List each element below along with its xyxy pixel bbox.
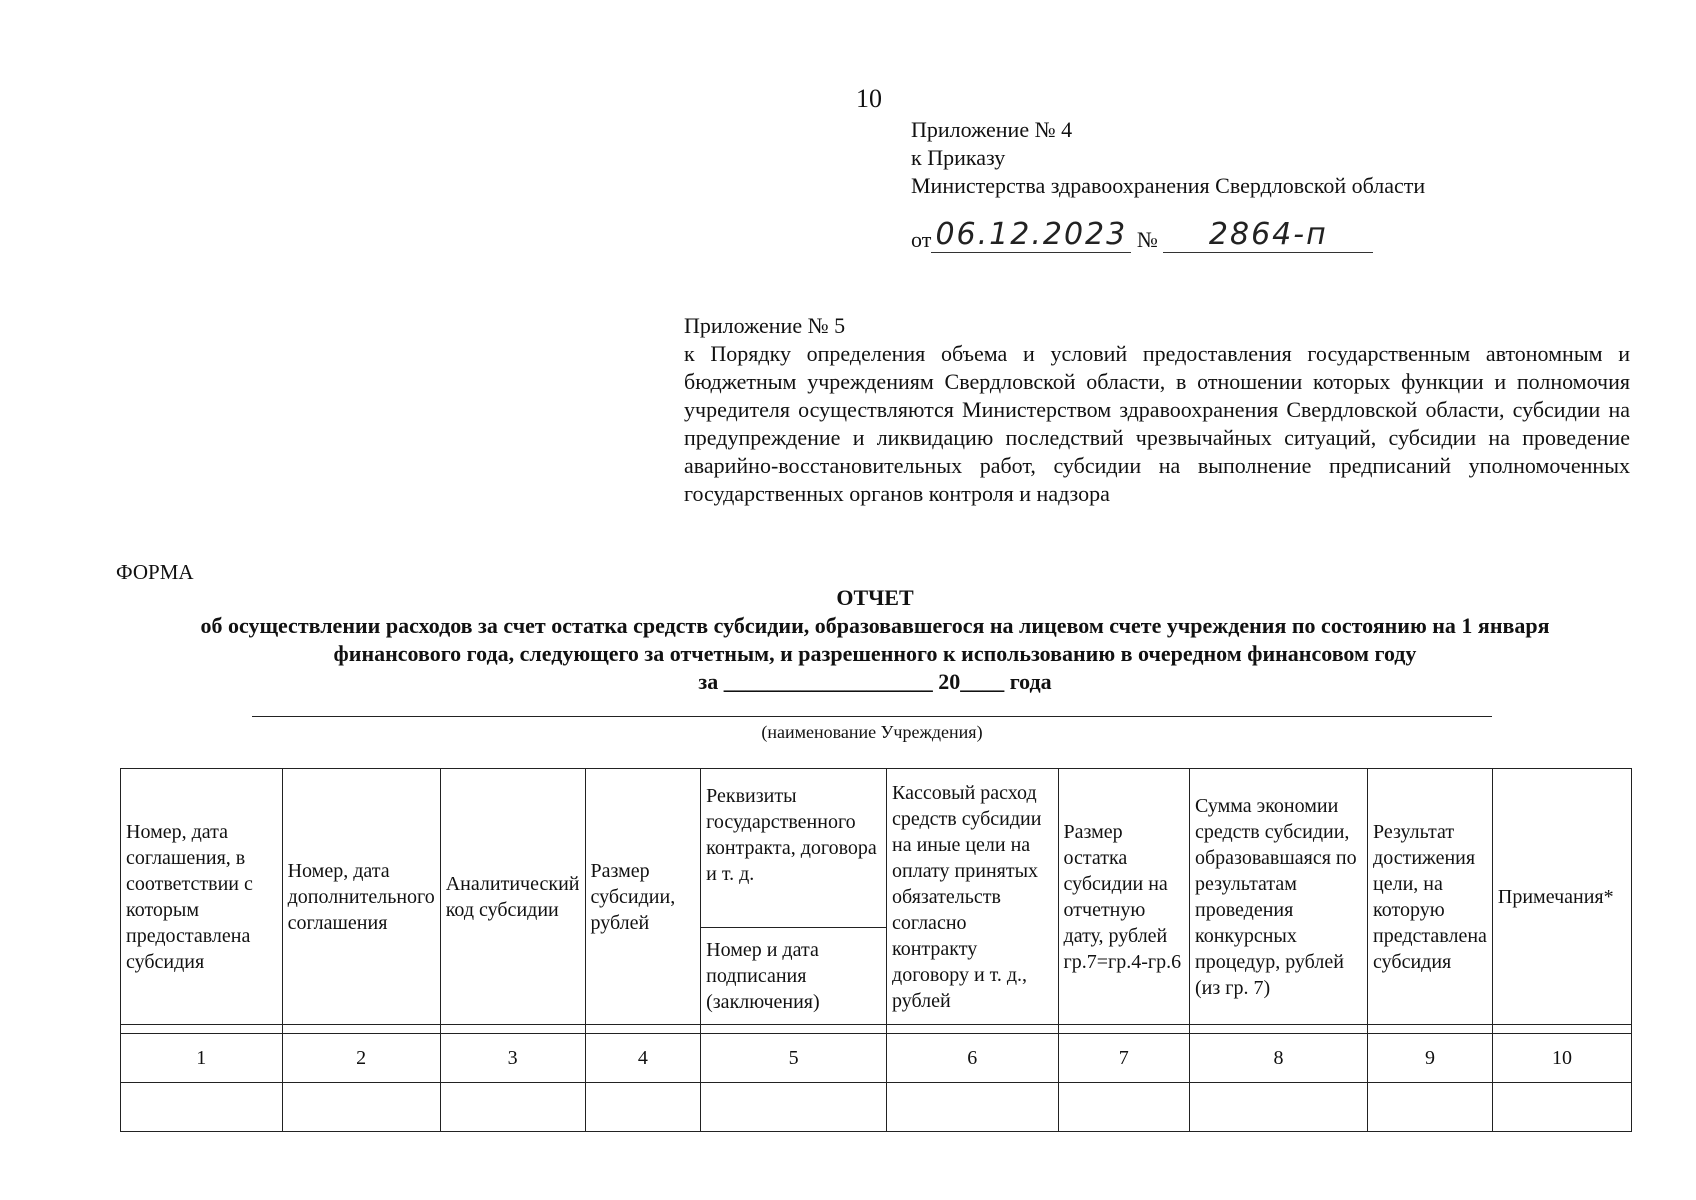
empty-cell bbox=[1190, 1083, 1368, 1132]
header-col4: Размер субсидии, рублей bbox=[585, 769, 701, 1025]
column-number: 3 bbox=[440, 1034, 585, 1083]
table-gap-row bbox=[121, 1025, 1632, 1034]
table-header-row bbox=[121, 769, 1632, 928]
column-number: 8 bbox=[1190, 1034, 1368, 1083]
page-number: 10 bbox=[856, 84, 882, 113]
column-number: 9 bbox=[1368, 1034, 1493, 1083]
header-col5-sub: Номер и дата подписания (заключения) bbox=[701, 928, 887, 1025]
report-table bbox=[120, 768, 1632, 1132]
header-col7: Размер остатка субсидии на отчетную дату, рублей гр.7=гр.4-гр.6 bbox=[1058, 769, 1189, 1025]
handwritten-number: 2864-п bbox=[1163, 218, 1373, 253]
empty-cell bbox=[887, 1083, 1059, 1132]
column-number: 10 bbox=[1492, 1034, 1631, 1083]
order-date-number-line bbox=[911, 218, 1373, 262]
empty-cell bbox=[1368, 1083, 1493, 1132]
empty-cell bbox=[1058, 1083, 1189, 1132]
empty-cell bbox=[282, 1083, 440, 1132]
empty-cell bbox=[121, 1083, 283, 1132]
column-number: 1 bbox=[121, 1034, 283, 1083]
header-col5-group: Реквизиты государственного контракта, договора и т. д. bbox=[701, 769, 887, 928]
column-number: 6 bbox=[887, 1034, 1059, 1083]
header-col2: Номер, дата дополнительного соглашения bbox=[282, 769, 440, 1025]
order-reference: к Приказу bbox=[911, 145, 1006, 170]
header-col3: Аналитический код субсидии bbox=[440, 769, 585, 1025]
appendix-5-title: Приложение № 5 bbox=[684, 313, 846, 338]
ot-label: от bbox=[911, 227, 932, 252]
institution-name-caption: (наименование Учреждения) bbox=[761, 722, 983, 742]
table-row bbox=[121, 1083, 1632, 1132]
column-number: 4 bbox=[585, 1034, 701, 1083]
empty-cell bbox=[440, 1083, 585, 1132]
report-title-block bbox=[110, 584, 1640, 696]
empty-cell bbox=[1492, 1083, 1631, 1132]
appendix-5-block bbox=[684, 312, 1630, 508]
header-col9: Результат достижения цели, на которую представлена субсидия bbox=[1368, 769, 1493, 1025]
report-subtitle-line2: финансового года, следующего за отчетным, и разрешенного к использованию в очередном финансовом году bbox=[333, 641, 1417, 666]
order-attachment-block bbox=[911, 116, 1425, 200]
order-attachment-title: Приложение № 4 bbox=[911, 117, 1073, 142]
column-number-row bbox=[121, 1034, 1632, 1083]
report-title: ОТЧЕТ bbox=[836, 585, 914, 610]
header-col1: Номер, дата соглашения, в соответствии с которым предоставлена субсидия bbox=[121, 769, 283, 1025]
report-subtitle-line1: об осуществлении расходов за счет остатка средств субсидии, образовавшегося на лицевом счете учреждения по состоянию на 1 января bbox=[200, 613, 1550, 638]
header-col8: Сумма экономии средств субсидии, образовавшаяся по результатам проведения конкурсных процедур, рублей (из гр. 7) bbox=[1190, 769, 1368, 1025]
number-label: № bbox=[1136, 227, 1158, 252]
empty-cell bbox=[701, 1083, 887, 1132]
report-period-line: за ___________________ 20____ года bbox=[698, 669, 1052, 694]
handwritten-date: 06.12.2023 bbox=[931, 218, 1131, 253]
column-number: 2 bbox=[282, 1034, 440, 1083]
empty-cell bbox=[585, 1083, 701, 1132]
ministry-name: Министерства здравоохранения Свердловской области bbox=[911, 173, 1426, 198]
header-col10: Примечания* bbox=[1492, 769, 1631, 1025]
institution-name-line bbox=[252, 716, 1492, 717]
header-col6: Кассовый расход средств субсидии на иные цели на оплату принятых обязательств согласно контракту договору и т. д., рублей bbox=[887, 769, 1059, 1025]
appendix-5-body: к Порядку определения объема и условий предоставления государственным автономным и бюджетным учреждениям Свердловской области, в отношении которых функции и полномочия учредителя осуществляются Министерством здравоохранения Свердловской области, субсидии на предупреждение и ликвидацию последствий чрезвычайных ситуаций, субсидии на проведение аварийно-восстановительных работ, субсидии на выполнение предписаний уполномоченных государственных органов контроля и надзора bbox=[684, 341, 1630, 506]
column-number: 5 bbox=[701, 1034, 887, 1083]
forma-label: ФОРМА bbox=[116, 560, 194, 584]
column-number: 7 bbox=[1058, 1034, 1189, 1083]
